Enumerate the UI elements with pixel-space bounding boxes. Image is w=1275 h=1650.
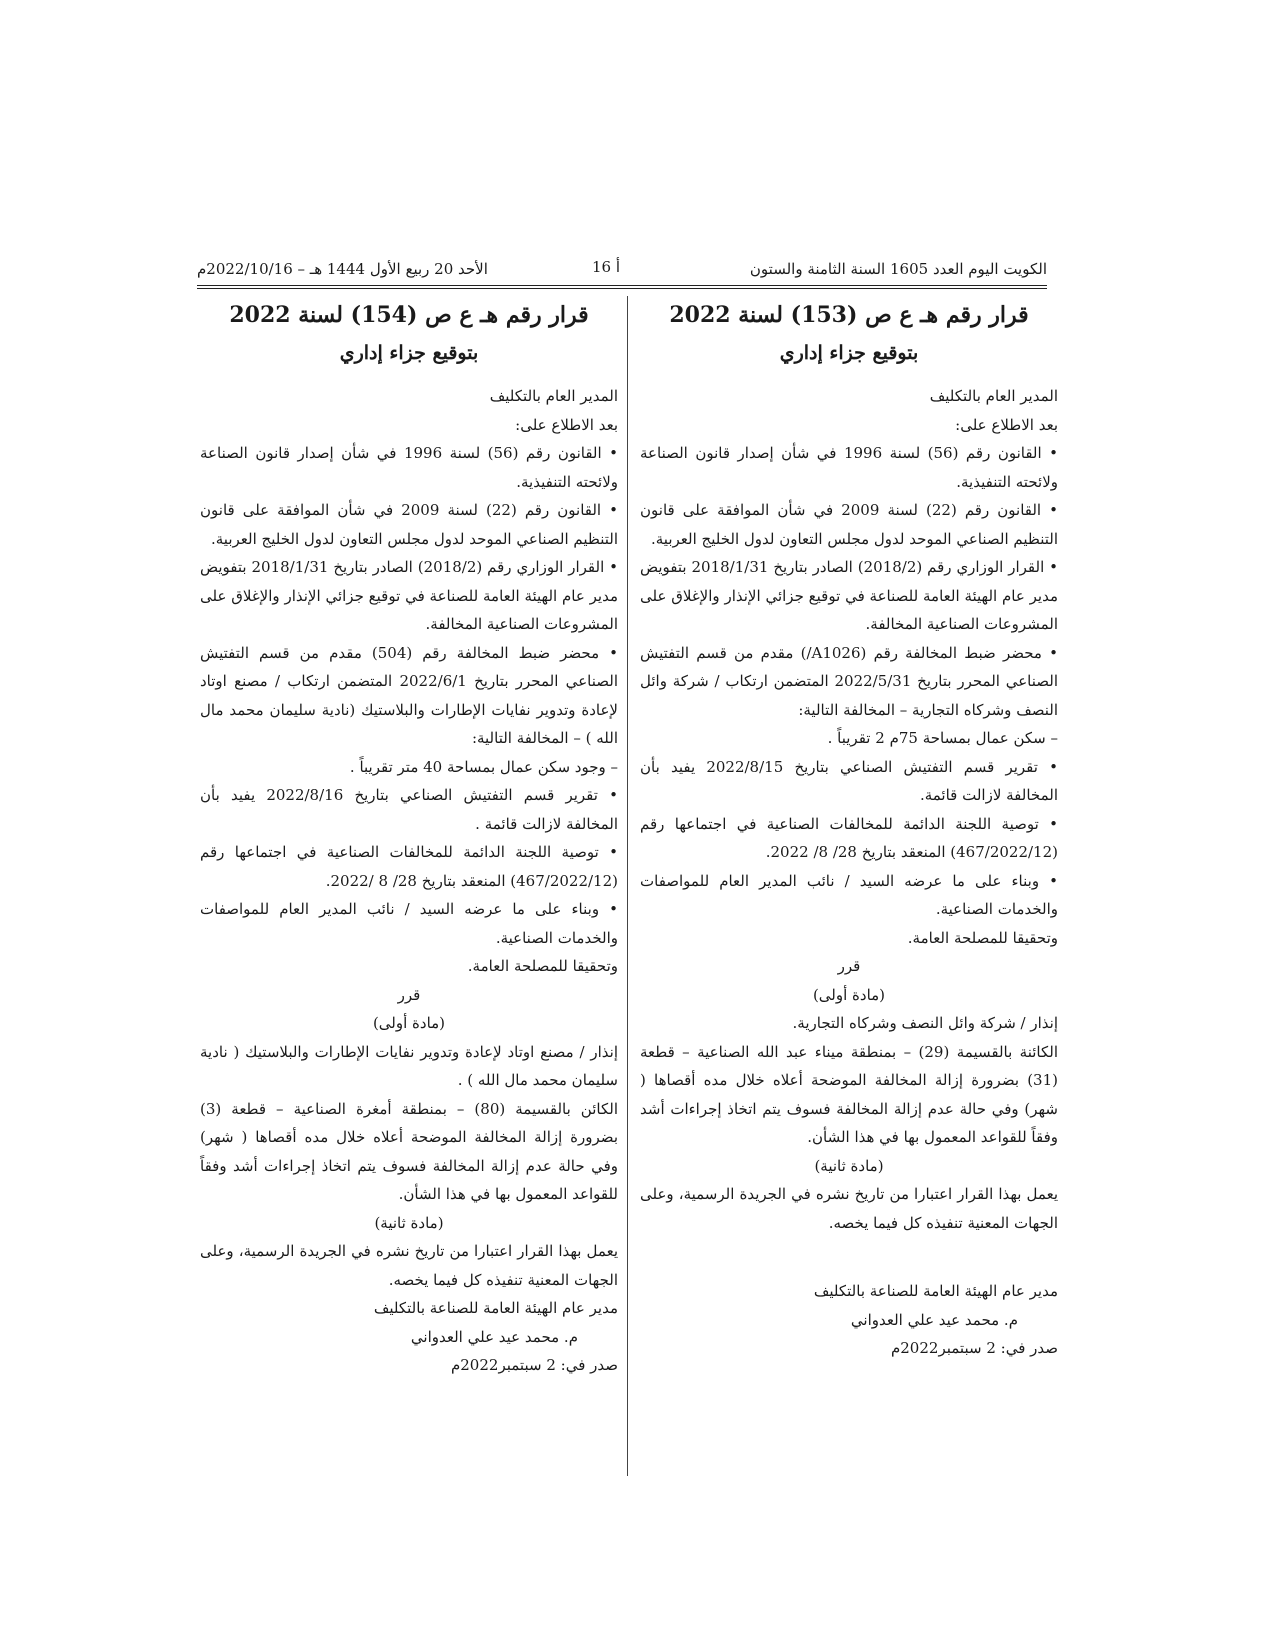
signatory-title: مدير عام الهيئة العامة للصناعة بالتكليف: [373, 1299, 618, 1317]
article-1-heading: (مادة أولى): [812, 985, 886, 1004]
page-header: [197, 254, 1047, 284]
decision-153: [640, 298, 1058, 1363]
header-rule: [197, 285, 1047, 286]
article-2-heading: (مادة ثانية): [814, 1156, 884, 1175]
article-1-line: الكائنة بالقسيمة (29) – بمنطقة ميناء عبد الله الصناعية – قطعة (31) بضرورة إزالة المخالفة الموضحة أعلاه خلال مده أقصاها ( شهر) وفي حالة عدم إزالة المخالفة فسوف يتم اتخاذ إجراءات أشد وفقاً للقواعد المعمول بها في هذا الشأن.: [640, 1042, 1059, 1146]
bullet-item: • محضر ضبط المخالفة رقم (504) مقدم من قسم التفتيش الصناعي المحرر بتاريخ 2022/6/1 المتضمن ارتكاب / مصنع اوتاد لإعادة وتدوير نفايات الإطارات والبلاستيك (نادية سليمان محمد مال الله ) – المخالفة التالية:: [200, 639, 618, 753]
page-number: أ 16: [592, 258, 621, 276]
spacer: [640, 1237, 1058, 1277]
article-1-line: الكائن بالقسيمة (80) – بمنطقة أمغرة الصناعية – قطعة (3) بضرورة إزالة المخالفة الموضحة أعلاه خلال مده أقصاها ( شهر) وفي حالة عدم إزالة المخالفة فسوف يتم اتخاذ إجراءات أشد وفقاً للقواعد المعمول بها في هذا الشأن.: [200, 1099, 618, 1203]
issued-date: صدر في: 2 سبتمبر2022م: [890, 1339, 1058, 1357]
decision-154: [200, 298, 618, 1380]
decided: قرر: [837, 957, 861, 975]
preamble: بعد الاطلاع على:: [955, 415, 1058, 434]
issuer: المدير العام بالتكليف: [929, 387, 1058, 405]
bullet-item: • تقرير قسم التفتيش الصناعي بتاريخ 2022/8/15 يفيد بأن المخالفة لازالت قائمة.: [640, 753, 1058, 810]
bullet-item: • توصية اللجنة الدائمة للمخالفات الصناعية في اجتماعها رقم (467/2022/12) المنعقد بتاريخ 28/ 8 /2022.: [200, 838, 618, 895]
bullet-item: • وبناء على ما عرضه السيد / نائب المدير العام للمواصفات والخدمات الصناعية.: [640, 867, 1058, 924]
preamble: بعد الاطلاع على:: [515, 415, 618, 434]
column-divider: [627, 296, 628, 1476]
decision-subtitle: بتوقيع جزاء إداري: [779, 342, 919, 364]
bullet-item: • توصية اللجنة الدائمة للمخالفات الصناعية في اجتماعها رقم (467/2022/12) المنعقد بتاريخ 28/ 8/ 2022.: [640, 810, 1058, 867]
article-1-line: إنذار / مصنع اوتاد لإعادة وتدوير نفايات الإطارات والبلاستيك ( نادية سليمان محمد مال الله ) .: [200, 1042, 618, 1089]
bullet-item: • القانون رقم (56) لسنة 1996 في شأن إصدار قانون الصناعة ولائحته التنفيذية.: [640, 439, 1058, 496]
decided: قرر: [397, 985, 421, 1004]
issuer: المدير العام بالتكليف: [489, 387, 618, 405]
bullet-item: • القرار الوزاري رقم (2018/2) الصادر بتاريخ 2018/1/31 بتفويض مدير عام الهيئة العامة للصناعة في توقيع جزائي الإنذار والإغلاق على المشروعات الصناعية المخالفة.: [200, 553, 618, 639]
bullet-item: • القرار الوزاري رقم (2018/2) الصادر بتاريخ 2018/1/31 بتفويض مدير عام الهيئة العامة للصناعة في توقيع جزائي الإنذار والإغلاق على المشروعات الصناعية المخالفة.: [640, 553, 1058, 639]
violation: – وجود سكن عمال بمساحة 40 متر تقريباً .: [349, 757, 618, 776]
article-1-heading: (مادة أولى): [372, 1014, 446, 1032]
public-interest: وتحقيقا للمصلحة العامة.: [907, 928, 1058, 947]
article-2-text: يعمل بهذا القرار اعتبارا من تاريخ نشره في الجريدة الرسمية، وعلى الجهات المعنية تنفيذه كل فيما يخصه.: [640, 1185, 1058, 1232]
bullet-item: • محضر ضبط المخالفة رقم (A1026/) مقدم من قسم التفتيش الصناعي المحرر بتاريخ 2022/5/31 المتضمن ارتكاب / شركة وائل النصف وشركاه التجارية – المخالفة التالية:: [640, 639, 1058, 725]
article-2-heading: (مادة ثانية): [374, 1213, 444, 1232]
decision-title: قرار رقم هـ ع ص (154) لسنة 2022: [229, 302, 589, 328]
header-issue-info: الكويت اليوم العدد 1605 السنة الثامنة والستون: [749, 260, 1047, 278]
decision-title: قرار رقم هـ ع ص (153) لسنة 2022: [669, 302, 1029, 328]
header-rule-thin: [197, 288, 1047, 289]
bullet-item: • القانون رقم (22) لسنة 2009 في شأن الموافقة على قانون التنظيم الصناعي الموحد لدول مجلس التعاون لدول الخليج العربية.: [200, 496, 618, 553]
signatory-title: مدير عام الهيئة العامة للصناعة بالتكليف: [813, 1282, 1058, 1300]
bullet-item: • تقرير قسم التفتيش الصناعي بتاريخ 2022/8/16 يفيد بأن المخالفة لازالت قائمة .: [200, 781, 618, 838]
bullet-item: • وبناء على ما عرضه السيد / نائب المدير العام للمواصفات والخدمات الصناعية.: [200, 895, 618, 952]
header-date: الأحد 20 ربيع الأول 1444 هـ – 2022/10/16م: [197, 260, 488, 278]
issued-date: صدر في: 2 سبتمبر2022م: [450, 1356, 618, 1374]
public-interest: وتحقيقا للمصلحة العامة.: [467, 957, 618, 975]
bullet-item: • القانون رقم (56) لسنة 1996 في شأن إصدار قانون الصناعة ولائحته التنفيذية.: [200, 439, 618, 496]
article-1-line: إنذار / شركة وائل النصف وشركاه التجارية.: [792, 1014, 1058, 1032]
signatory-name: م. محمد عيد علي العدواني: [410, 1327, 578, 1346]
decision-subtitle: بتوقيع جزاء إداري: [339, 342, 479, 364]
bullet-item: • القانون رقم (22) لسنة 2009 في شأن الموافقة على قانون التنظيم الصناعي الموحد لدول مجلس التعاون لدول الخليج العربية.: [640, 496, 1058, 553]
article-2-text: يعمل بهذا القرار اعتبارا من تاريخ نشره في الجريدة الرسمية، وعلى الجهات المعنية تنفيذه كل فيما يخصه.: [200, 1242, 618, 1289]
violation: – سكن عمال بمساحة 75م 2 تقريباً .: [827, 729, 1058, 747]
signatory-name: م. محمد عيد علي العدواني: [850, 1310, 1018, 1329]
